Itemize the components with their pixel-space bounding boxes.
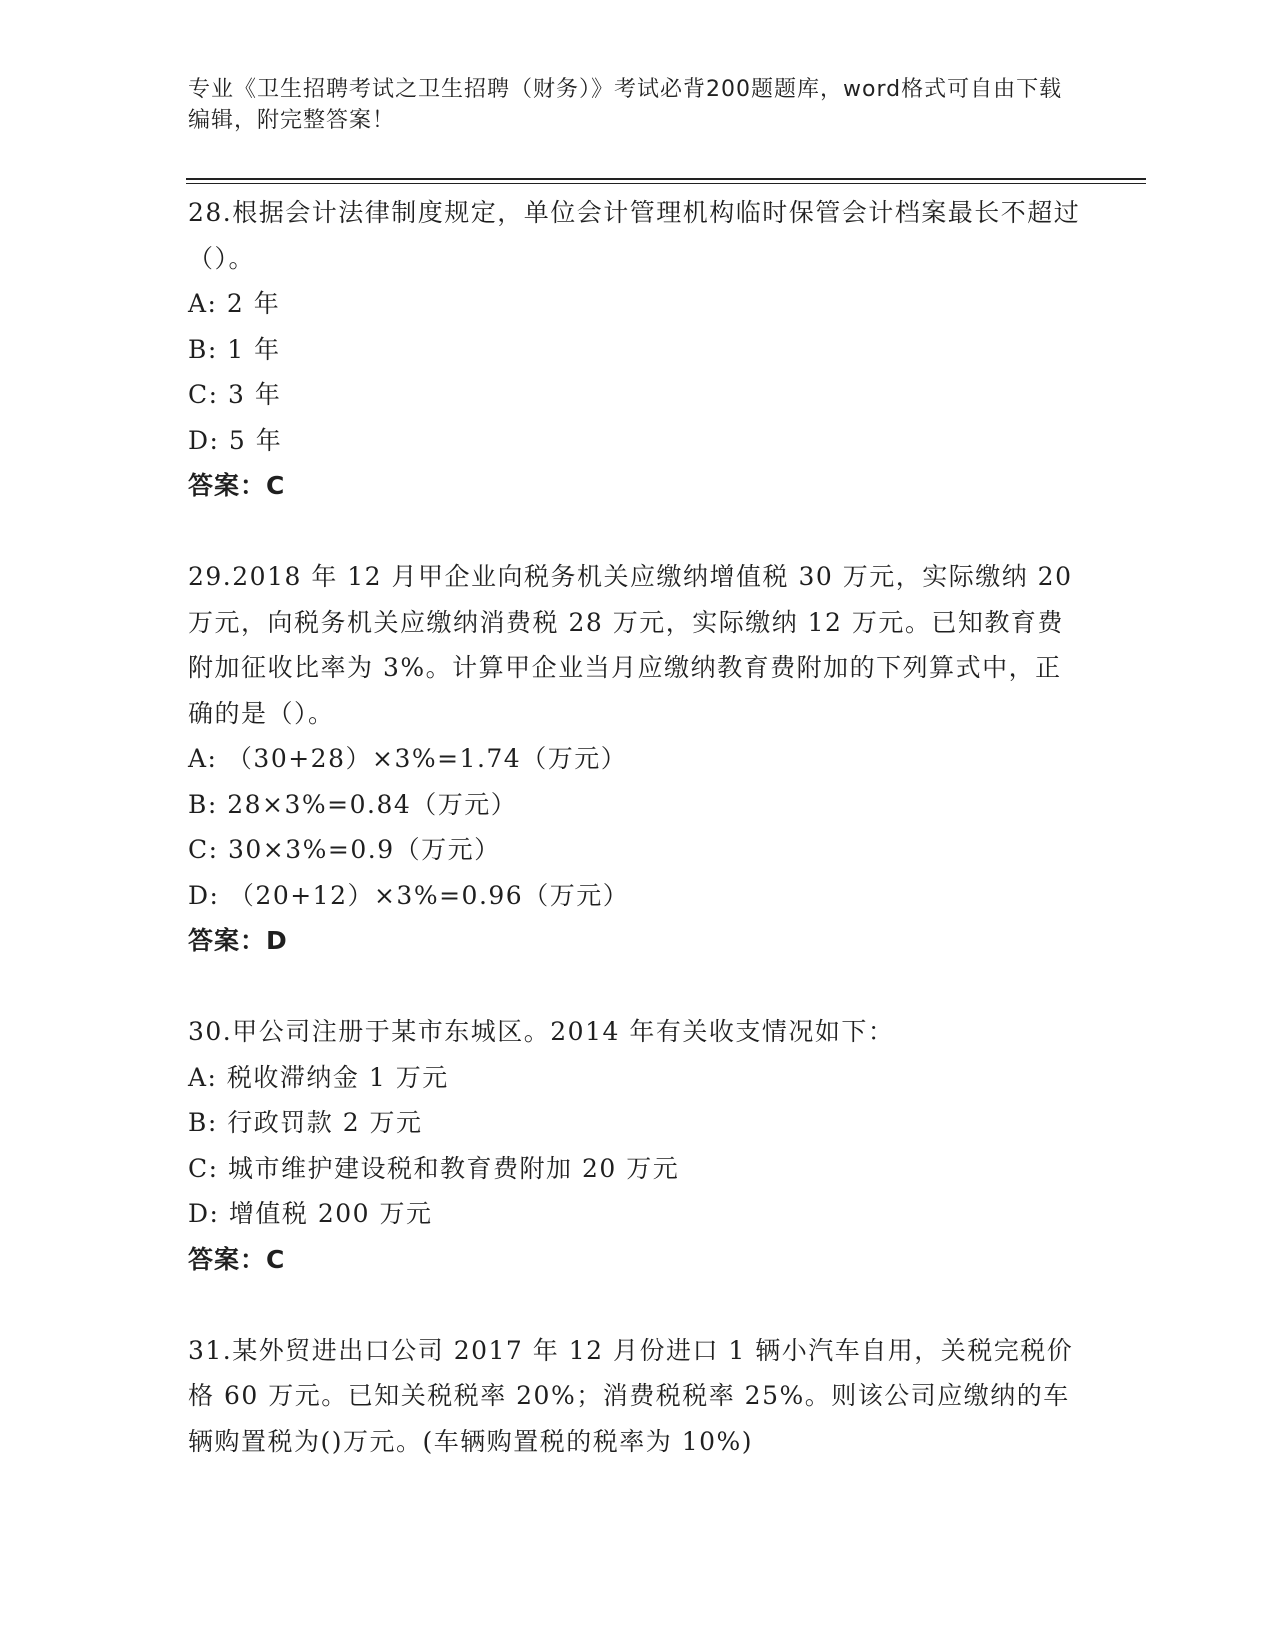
option-c: C: 城市维护建设税和教育费附加 20 万元 [188, 1153, 680, 1183]
question-stem: 28.根据会计法律制度规定，单位会计管理机构临时保管会计档案最长不超过（）。 [188, 198, 1081, 273]
header-rule-thick [186, 178, 1146, 180]
question-28 [188, 190, 1088, 509]
option-b: B: 28×3%=0.84（万元） [188, 789, 518, 819]
option-d: D: （20+12）×3%=0.96（万元） [188, 880, 630, 910]
question-stem: 29.2018 年 12 月甲企业向税务机关应缴纳增值税 30 万元，实际缴纳 20 万元，向税务机关应缴纳消费税 28 万元，实际缴纳 12 万元。已知教育费附加征收比率为 3%。计算甲企业当月应缴纳教育费附加的下列算式中，正确的是（）。 [188, 562, 1073, 728]
question-stem: 30.甲公司注册于某市东城区。2014 年有关收支情况如下： [188, 1017, 895, 1046]
answer-line: 答案：D [188, 926, 288, 955]
option-a: A: （30+28）×3%=1.74（万元） [188, 744, 628, 773]
option-a: A: 2 年 [188, 289, 281, 318]
document-header: 专业《卫生招聘考试之卫生招聘（财务）》考试必背200题题库，word格式可自由下载编辑，附完整答案！ [188, 77, 1063, 133]
answer-line: 答案：C [188, 471, 286, 500]
question-list [188, 190, 1088, 1510]
option-d: D: 5 年 [188, 425, 283, 455]
question-stem: 31.某外贸进出口公司 2017 年 12 月份进口 1 辆小汽车自用，关税完税价格 60 万元。已知关税税率 20%；消费税税率 25%。则该公司应缴纳的车辆购置税为()万元。(车辆购置税的税率为 10%) [188, 1335, 1074, 1456]
option-b: B: 行政罚款 2 万元 [188, 1108, 423, 1137]
option-d: D: 增值税 200 万元 [188, 1199, 433, 1228]
option-c: C: 30×3%=0.9（万元） [188, 835, 501, 864]
option-c: C: 3 年 [188, 380, 282, 409]
option-a: A: 税收滞纳金 1 万元 [188, 1062, 449, 1092]
header-rule-thin [186, 183, 1146, 184]
question-30 [188, 1009, 1088, 1282]
question-31 [188, 1328, 1088, 1465]
option-b: B: 1 年 [188, 334, 281, 364]
answer-line: 答案：C [188, 1244, 286, 1274]
question-29 [188, 554, 1088, 964]
